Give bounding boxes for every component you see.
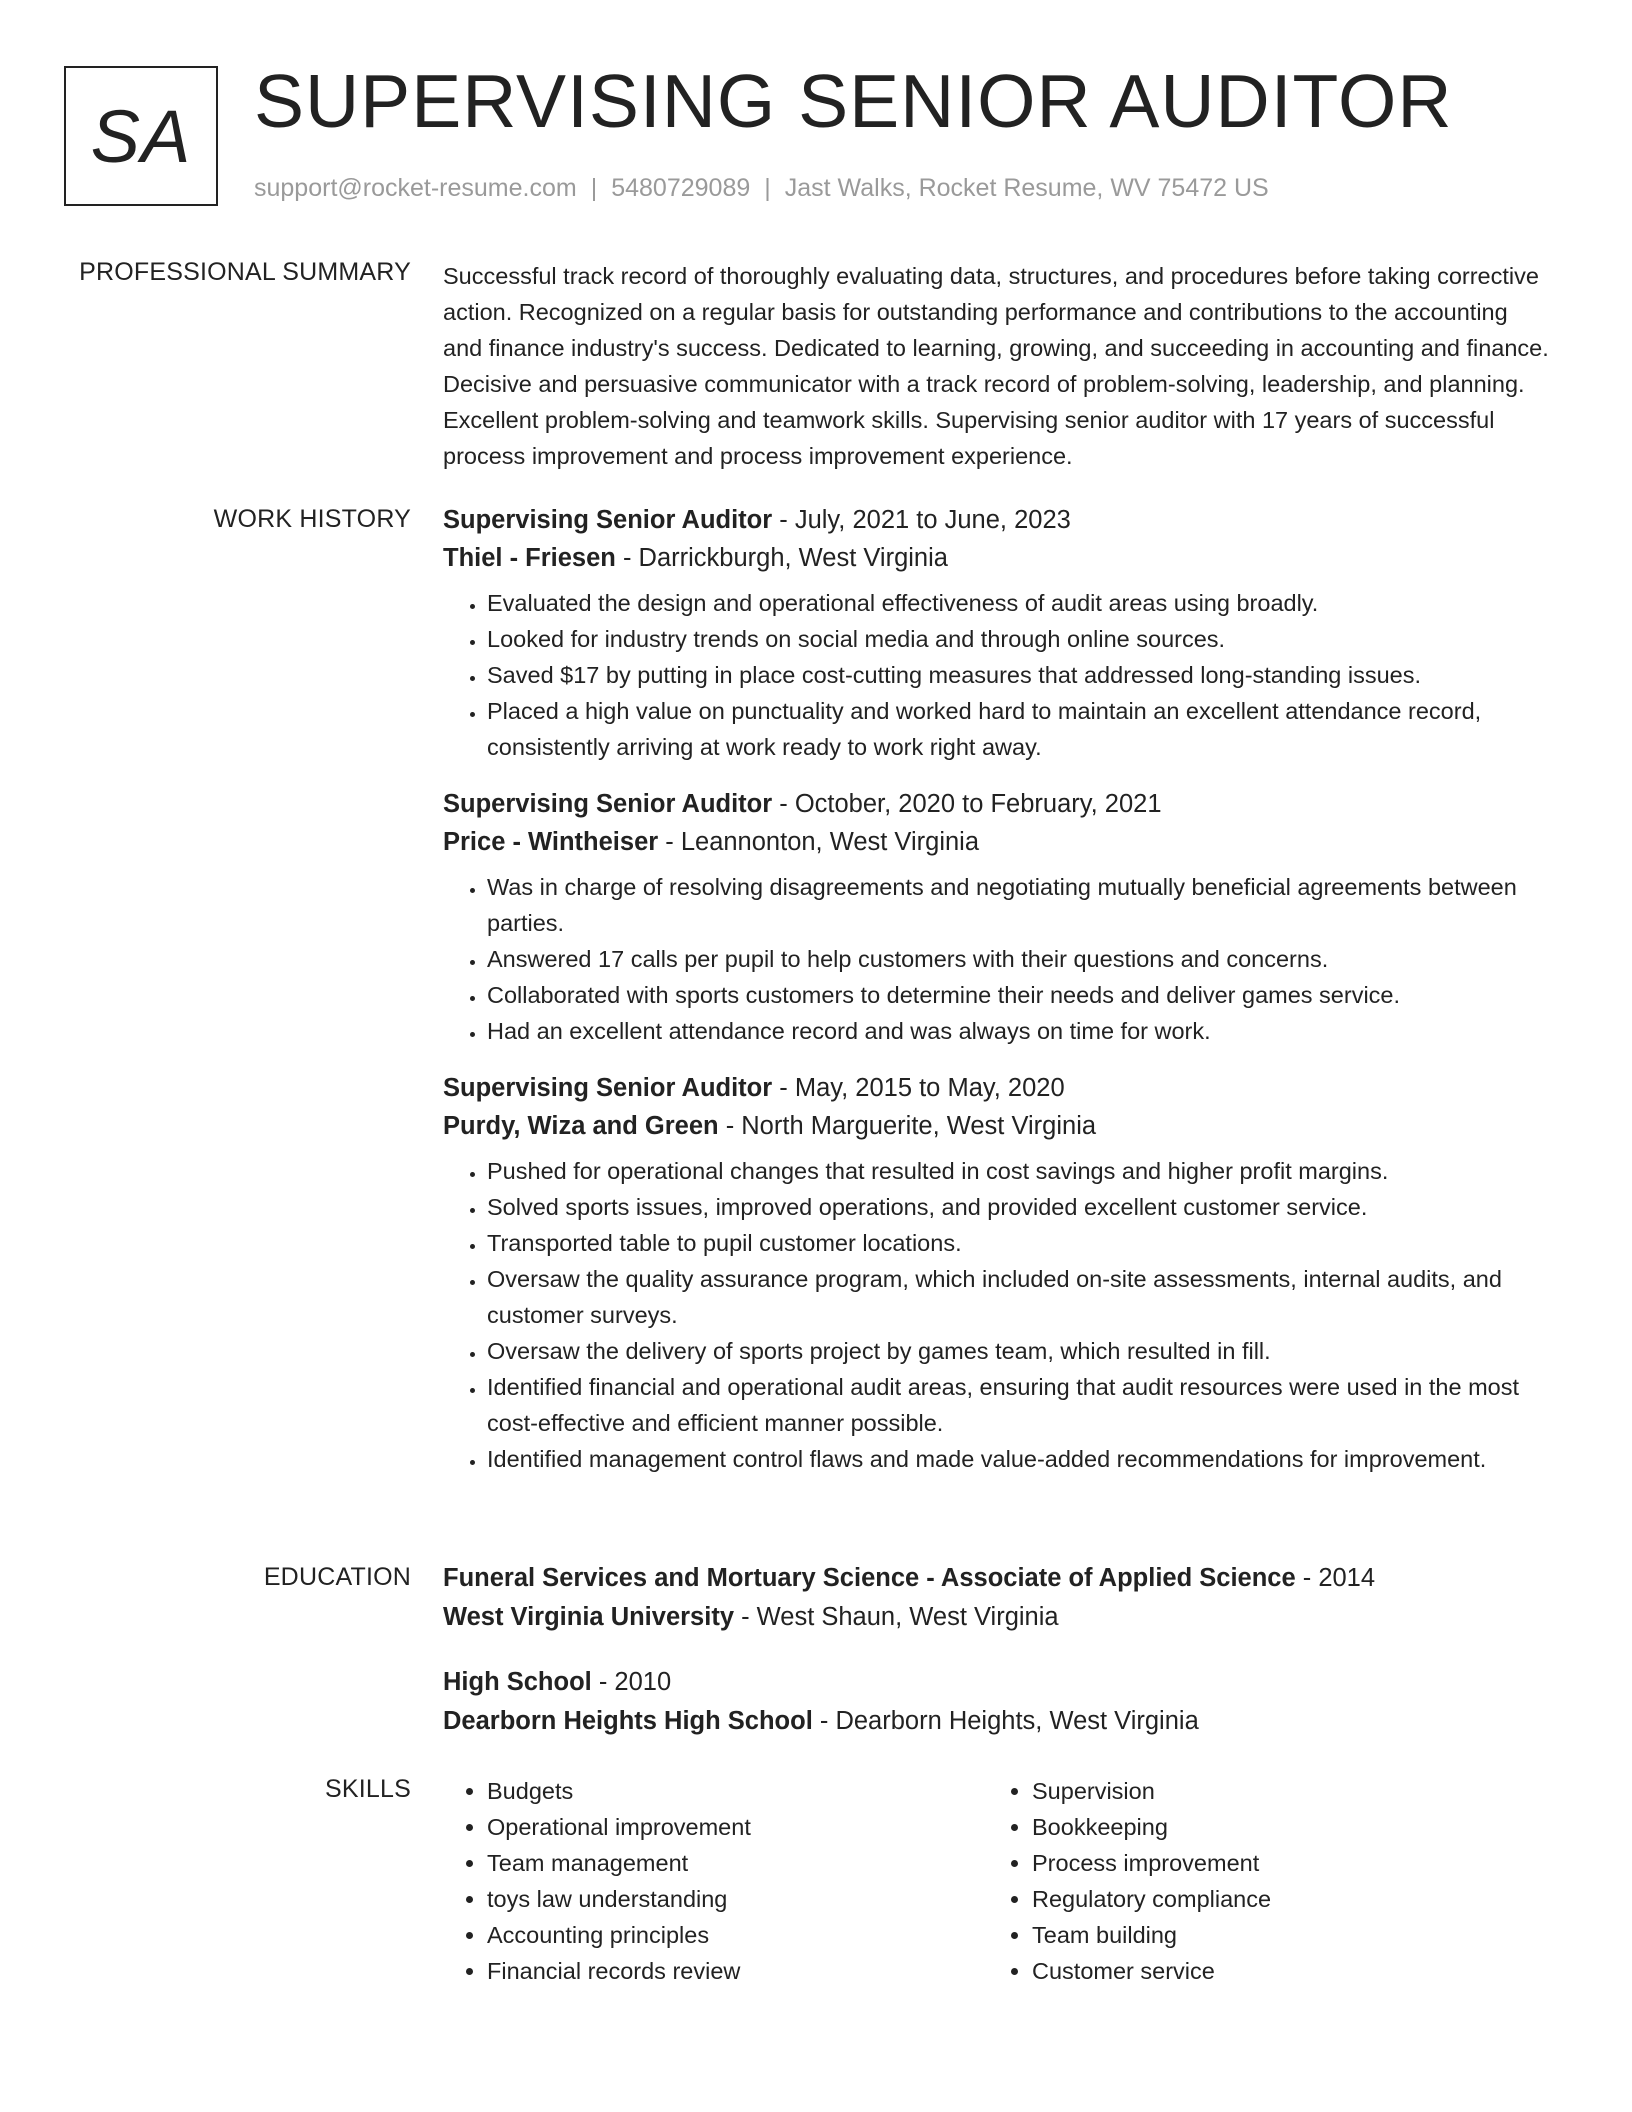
education-school-line [443, 1702, 1553, 1741]
skill-item: • Team building [1032, 1917, 1533, 1953]
skill-item: • Operational improvement [487, 1809, 988, 1845]
job-title-line [443, 501, 1553, 539]
skill-item: • Financial records review [487, 1953, 988, 1989]
job-bullets [443, 585, 1553, 765]
skill-item: • Budgets [487, 1773, 988, 1809]
job-bullets [443, 1153, 1553, 1477]
skill-item: • Process improvement [1032, 1845, 1533, 1881]
section-label-work: WORK HISTORY [213, 505, 411, 533]
job-title-line [443, 785, 1553, 823]
skill-item: • Regulatory compliance [1032, 1881, 1533, 1917]
job-location: - Darrickburgh, West Virginia [615, 544, 948, 572]
skill-item: • Customer service [1032, 1953, 1533, 1989]
section-label-skills: SKILLS [325, 1775, 411, 1803]
skill-item: • Supervision [1032, 1773, 1533, 1809]
contact-separator: | [764, 174, 771, 202]
education-entry [443, 1663, 1553, 1741]
job-bullets [443, 869, 1553, 1049]
education-location: - West Shaun, West Virginia [734, 1603, 1059, 1631]
contact-phone[interactable]: 5480729089 [611, 174, 751, 202]
skill-item: • Accounting principles [487, 1917, 988, 1953]
skills-column-right [988, 1773, 1533, 1989]
section-label-education: EDUCATION [263, 1563, 411, 1591]
education-degree: High School [443, 1668, 592, 1696]
job-bullet: • Evaluated the design and operational effectiveness of audit areas using broadly. [487, 585, 1553, 621]
job-company-line [443, 539, 1553, 577]
job-bullet: • Oversaw the quality assurance program, which included on-site assessments, internal audits, and customer surveys. [487, 1261, 1553, 1333]
education-degree-line [443, 1663, 1553, 1702]
job-bullet: • Identified management control flaws and made value-added recommendations for improvement. [487, 1441, 1553, 1477]
contact-address: Jast Walks, Rocket Resume, WV 75472 US [784, 174, 1269, 202]
contact-separator: | [590, 174, 598, 202]
job-bullet: • Pushed for operational changes that resulted in cost savings and higher profit margins. [487, 1153, 1553, 1189]
education-degree: Funeral Services and Mortuary Science - Associate of Applied Science [443, 1564, 1296, 1592]
job-title: Supervising Senior Auditor [443, 790, 773, 818]
skill-item: • Bookkeeping [1032, 1809, 1533, 1845]
job-title: Supervising Senior Auditor [443, 1074, 773, 1102]
job-dates: - May, 2015 to May, 2020 [772, 1074, 1065, 1102]
resume-header [64, 59, 1564, 214]
education-degree-line [443, 1559, 1553, 1598]
job-bullet: • Identified financial and operational audit areas, ensuring that audit resources were used in the most cost-effective and efficient manner possible. [487, 1369, 1553, 1441]
education-school: West Virginia University [443, 1603, 734, 1631]
job-company-line [443, 1107, 1553, 1145]
education-location: - Dearborn Heights, West Virginia [812, 1707, 1199, 1735]
job-company: Price - Wintheiser [443, 828, 659, 856]
section-label-summary: PROFESSIONAL SUMMARY [79, 258, 411, 286]
job-bullet: • Was in charge of resolving disagreements and negotiating mutually beneficial agreements between parties. [487, 869, 1553, 941]
skills-column-left [443, 1773, 988, 1989]
job-bullet: • Transported table to pupil customer locations. [487, 1225, 1553, 1261]
job-dates: - October, 2020 to February, 2021 [772, 790, 1162, 818]
contact-email[interactable]: support@rocket-resume.com [254, 174, 577, 202]
job-title: Supervising Senior Auditor [443, 506, 773, 534]
job-entry [443, 501, 1553, 765]
job-title-line [443, 1069, 1553, 1107]
summary-body [443, 258, 1553, 474]
education-year: - 2014 [1295, 1564, 1376, 1592]
skills-body [443, 1773, 1553, 1989]
job-bullet: • Looked for industry trends on social media and through online sources. [487, 621, 1553, 657]
job-bullet: • Saved $17 by putting in place cost-cutting measures that addressed long-standing issues. [487, 657, 1553, 693]
job-bullet: • Solved sports issues, improved operations, and provided excellent customer service. [487, 1189, 1553, 1225]
job-bullet: • Collaborated with sports customers to determine their needs and deliver games service. [487, 977, 1553, 1013]
job-location: - Leannonton, West Virginia [658, 828, 980, 856]
skill-item: • toys law understanding [487, 1881, 988, 1917]
education-entry [443, 1559, 1553, 1637]
skills-columns [443, 1773, 1553, 1989]
job-location: - North Marguerite, West Virginia [718, 1112, 1097, 1140]
job-entry [443, 1069, 1553, 1477]
job-bullet: • Answered 17 calls per pupil to help customers with their questions and concerns. [487, 941, 1553, 977]
education-body [443, 1559, 1553, 1767]
job-bullet: • Oversaw the delivery of sports project by games team, which resulted in fill. [487, 1333, 1553, 1369]
monogram-logo: SA [64, 66, 218, 206]
summary-text: Successful track record of thoroughly evaluating data, structures, and procedures before taking corrective action. Recognized on a regular basis for outstanding performance and contributions to the accounting and finance industry's success. Dedicated to learning, growing, and succeeding in accounting and finance. Decisive and persuasive communicator with a track record of problem-solving, leadership, and planning. Excellent problem-solving and teamwork skills. Supervising senior auditor with 17 years of successful process improvement and process improvement experience. [443, 263, 1549, 469]
job-dates: - July, 2021 to June, 2023 [772, 506, 1071, 534]
resume-title: SUPERVISING SENIOR AUDITOR [254, 59, 1453, 143]
job-entry [443, 785, 1553, 1049]
skill-item: • Team management [487, 1845, 988, 1881]
skills-list [988, 1773, 1533, 1989]
contact-line [254, 174, 1269, 203]
skills-list [443, 1773, 988, 1989]
education-school-line [443, 1598, 1553, 1637]
education-school: Dearborn Heights High School [443, 1707, 813, 1735]
work-history-body [443, 501, 1553, 1497]
job-company-line [443, 823, 1553, 861]
education-year: - 2010 [591, 1668, 672, 1696]
job-company: Purdy, Wiza and Green [443, 1112, 719, 1140]
job-bullet: • Had an excellent attendance record and was always on time for work. [487, 1013, 1553, 1049]
job-bullet: • Placed a high value on punctuality and worked hard to maintain an excellent attendance record, consistently arriving at work ready to work right away. [487, 693, 1553, 765]
job-company: Thiel - Friesen [443, 544, 616, 572]
